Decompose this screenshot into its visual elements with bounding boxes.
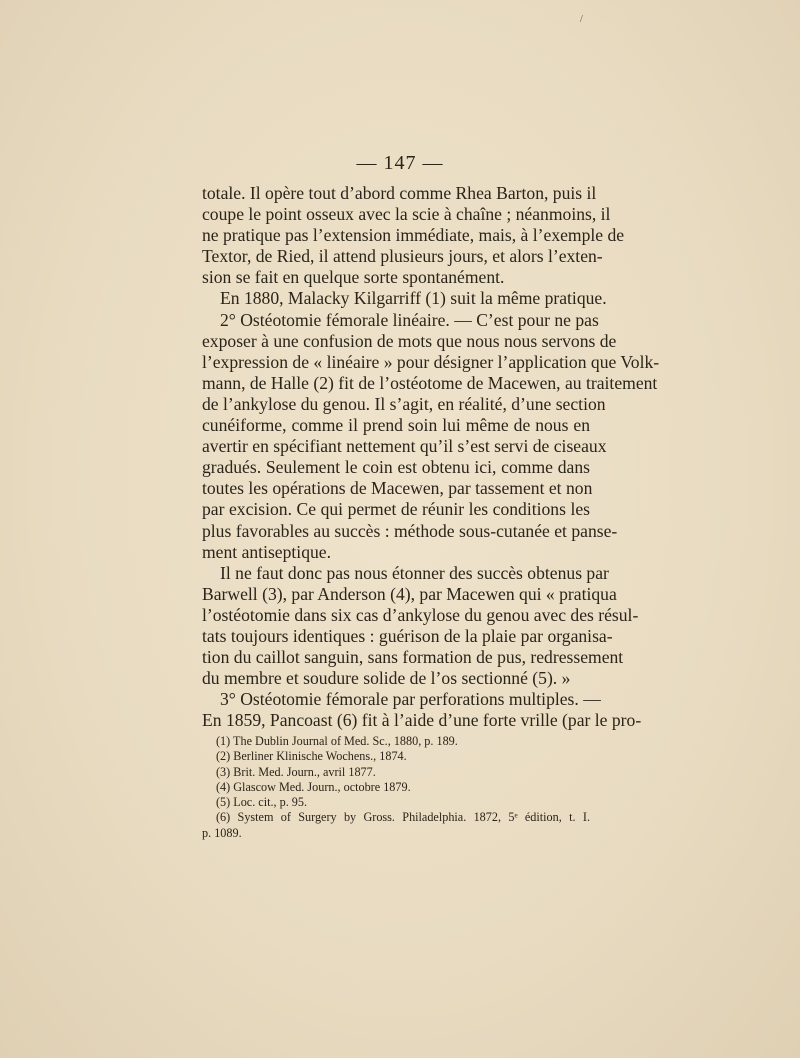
text-line: du membre et soudure solide de l’os sectionné (5). » xyxy=(202,668,571,689)
footnote: (1) The Dublin Journal of Med. Sc., 1880, p. 189. xyxy=(216,734,458,748)
text-line: l’ostéotomie dans six cas d’ankylose du genou avec des résul- xyxy=(202,604,639,625)
section-heading-line: 2° Ostéotomie fémorale linéaire. — C’est pour ne pas xyxy=(220,309,599,330)
text-line: ment antiseptique. xyxy=(202,541,331,562)
text-line: tion du caillot sanguin, sans formation de pus, redressement xyxy=(202,647,624,668)
footnote: (3) Brit. Med. Journ., avril 1877. xyxy=(216,764,376,779)
footnote-continuation: p. 1089. xyxy=(202,825,242,840)
page-number: — 147 — xyxy=(356,152,444,174)
footnotes xyxy=(202,734,590,841)
text-line: sion se fait en quelque sorte spontanément. xyxy=(202,267,505,288)
text-line: toutes les opérations de Macewen, par tassement et non xyxy=(202,478,593,499)
text-line: cunéiforme, comme il prend soin lui même de nous en xyxy=(202,415,590,436)
text-line: avertir en spécifiant nettement qu’il s’est servi de ciseaux xyxy=(202,436,607,457)
text-line: gradués. Seulement le coin est obtenu ici, comme dans xyxy=(202,457,590,478)
body-text xyxy=(202,183,660,731)
text-line: ne pratique pas l’extension immédiate, mais, à l’exemple de xyxy=(202,225,625,246)
footnote: (5) Loc. cit., p. 95. xyxy=(216,795,308,810)
text-line: par excision. Ce qui permet de réunir les conditions les xyxy=(202,499,590,520)
text-line: exposer à une confusion de mots que nous nous servons de xyxy=(202,330,617,351)
text-line: En 1859, Pancoast (6) fit à l’aide d’une forte vrille (par le pro- xyxy=(202,710,642,731)
text-line: de l’ankylose du genou. Il s’agit, en réalité, d’une section xyxy=(202,393,606,414)
text-line: tats toujours identiques : guérison de la plaie par organisa- xyxy=(202,625,613,646)
text-line: Barwell (3), par Anderson (4), par Macewen qui « pratiqua xyxy=(202,583,617,604)
text-line: totale. Il opère tout d’abord comme Rhea Barton, puis il xyxy=(202,183,597,203)
text-line: l’expression de « linéaire » pour désigner l’application que Volk- xyxy=(202,351,660,372)
text-line: plus favorables au succès : méthode sous-cutanée et panse- xyxy=(202,520,618,541)
section-heading-line: 3° Ostéotomie fémorale par perforations multiples. — xyxy=(220,689,601,710)
text-line: Il ne faut donc pas nous étonner des succès obtenus par xyxy=(220,562,609,583)
text-line: En 1880, Malacky Kilgarriff (1) suit la même pratique. xyxy=(220,288,607,309)
footnote: (6) System of Surgery by Gross. Philadelphia. 1872, 5ᵉ édition, t. I. xyxy=(216,810,590,825)
text-line: mann, de Halle (2) fit de l’ostéotome de Macewen, au traitement xyxy=(202,372,658,393)
footnote: (4) Glascow Med. Journ., octobre 1879. xyxy=(216,779,411,794)
footnote: (2) Berliner Klinische Wochens., 1874. xyxy=(216,749,407,764)
text-line: Textor, de Ried, il attend plusieurs jours, et alors l’exten- xyxy=(202,246,603,267)
corner-mark: / xyxy=(580,14,583,25)
text-line: coupe le point osseux avec la scie à chaîne ; néanmoins, il xyxy=(202,204,611,225)
